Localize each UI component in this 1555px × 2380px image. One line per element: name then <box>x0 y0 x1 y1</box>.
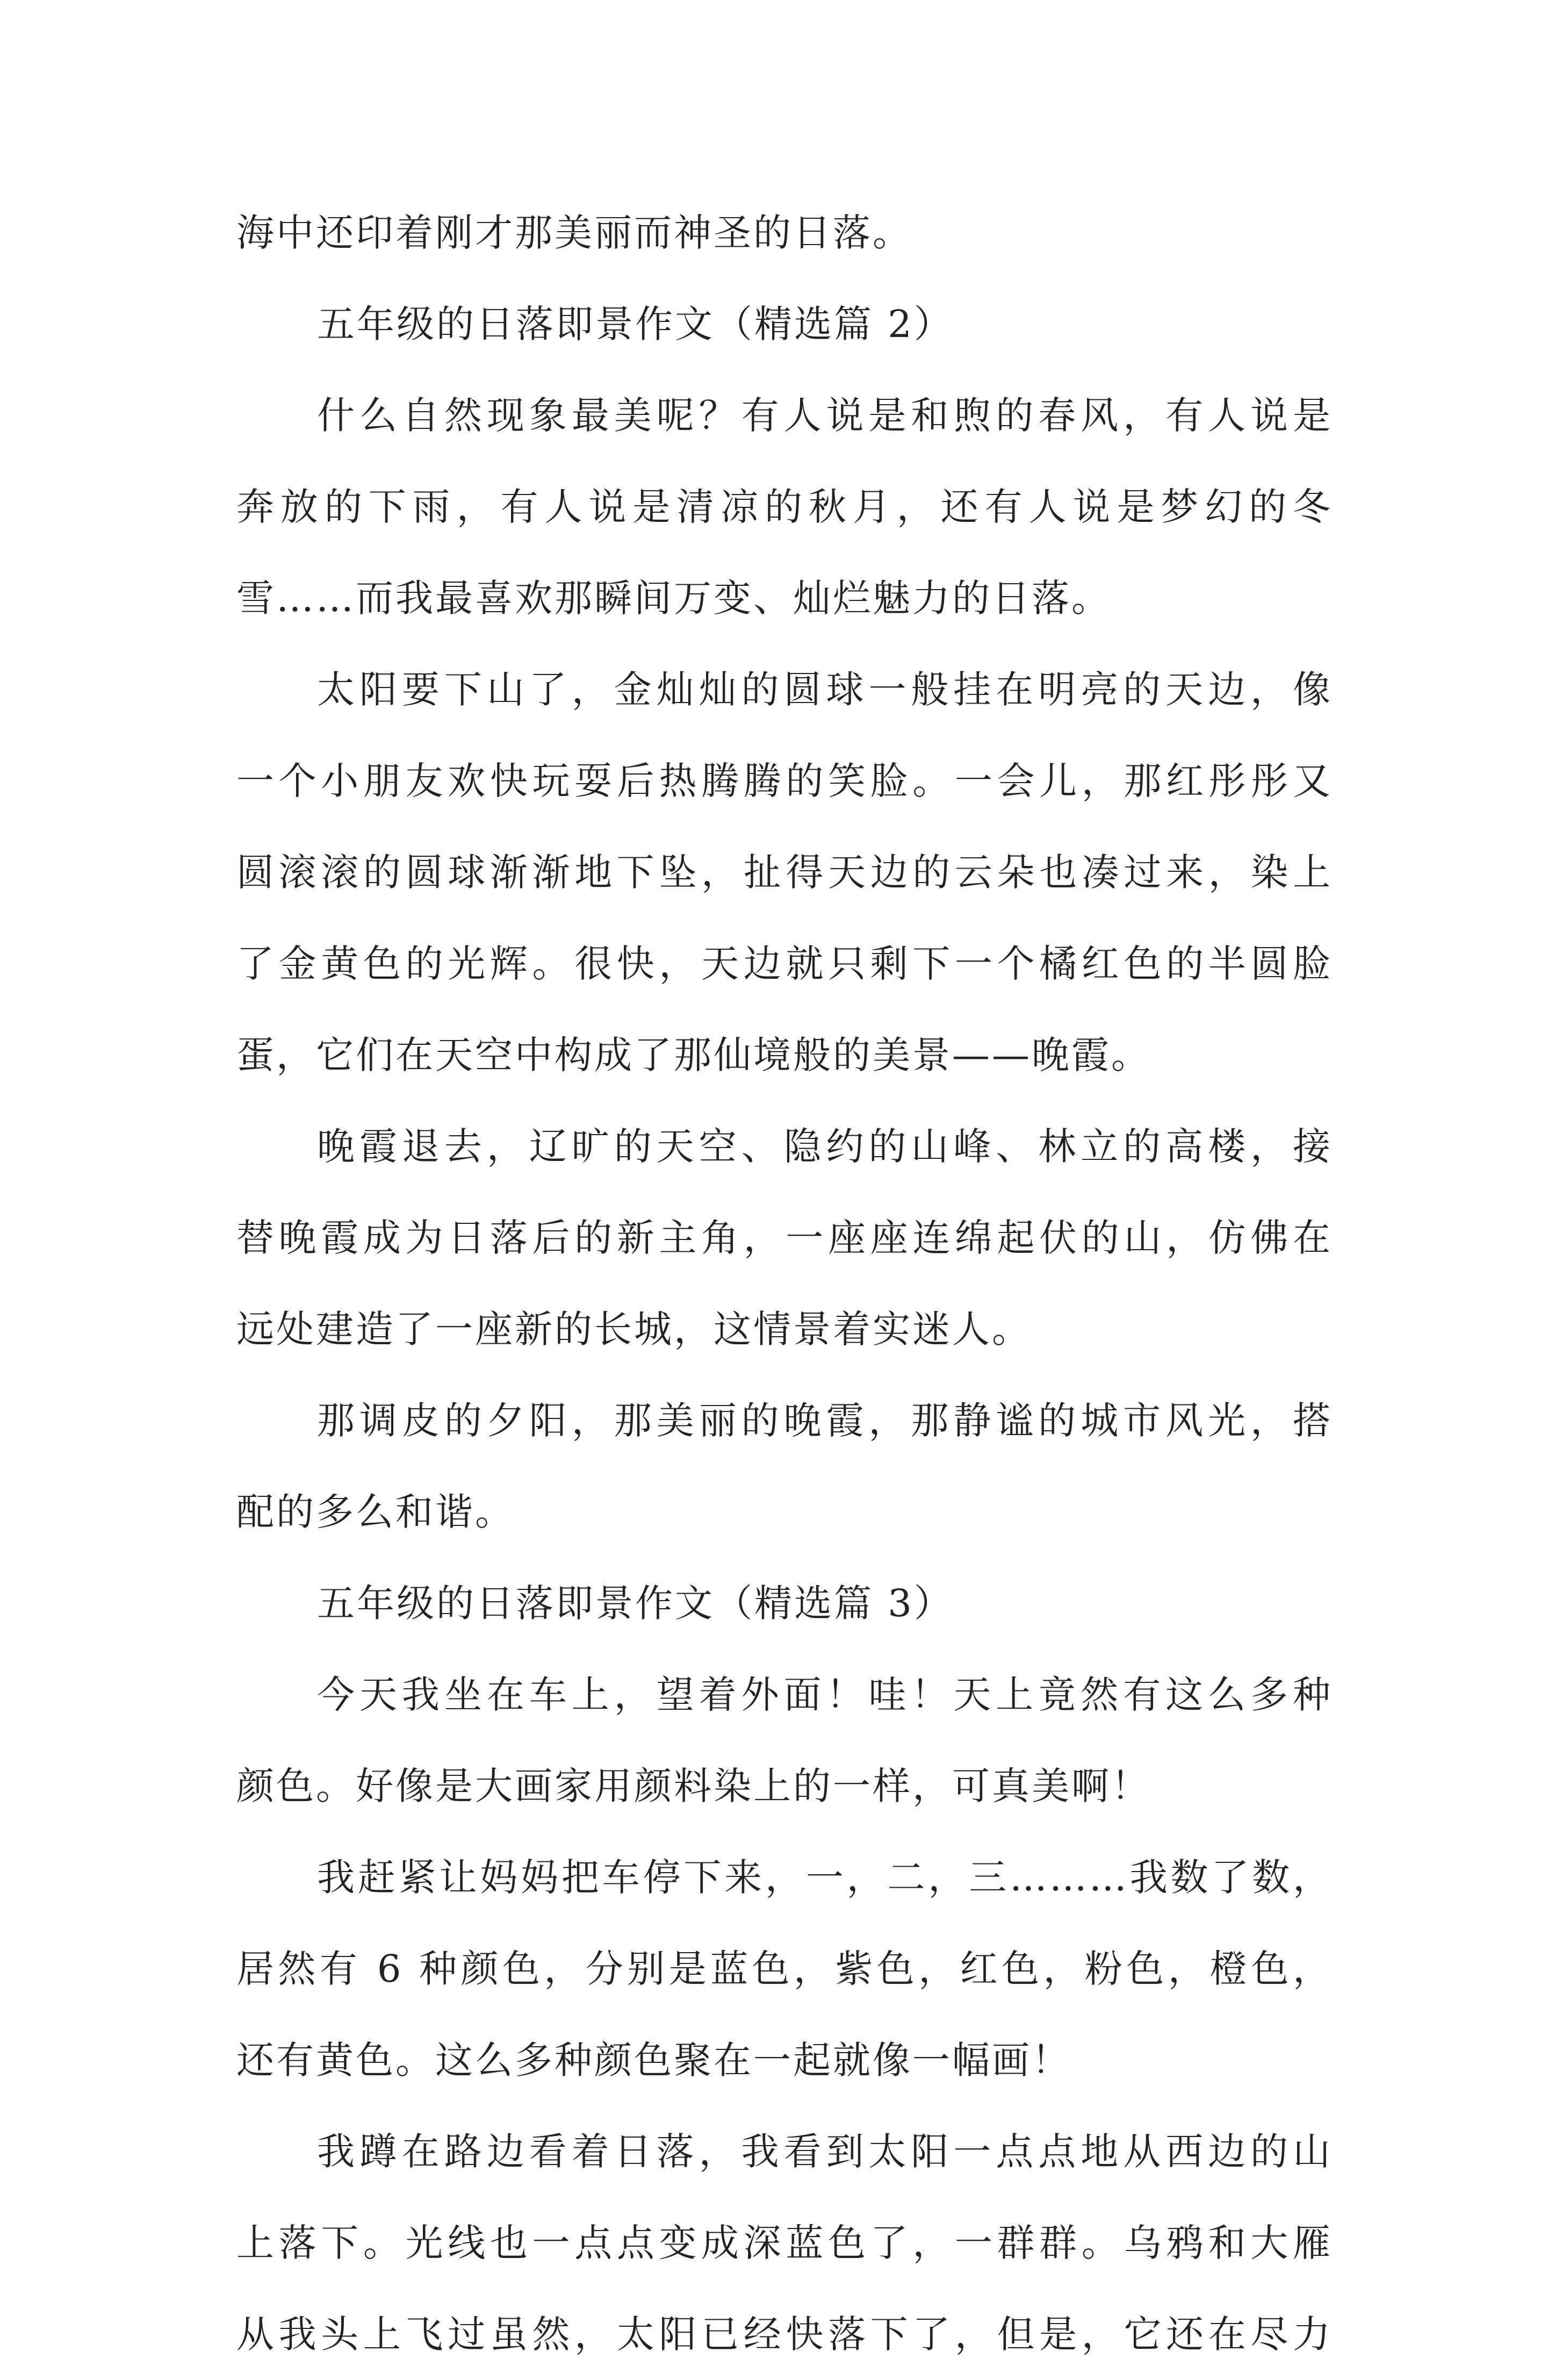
text-line: 圆滚滚的圆球渐渐地下坠，扯得天边的云朵也凑过来，染上 <box>236 850 1333 894</box>
text-line: 远处建造了一座新的长城，这情景着实迷人。 <box>236 1307 1032 1351</box>
text-line: 海中还印着刚才那美丽而神圣的日落。 <box>236 211 912 255</box>
text-line: 颜色。好像是大画家用颜料染上的一样，可真美啊！ <box>236 1764 1151 1808</box>
text-line: 那调皮的夕阳，那美丽的晚霞，那静谧的城市风光，搭 <box>317 1399 1333 1443</box>
text-line: 蛋，它们在天空中构成了那仙境般的美景——晚霞。 <box>236 1033 1151 1077</box>
text-line: 还有黄色。这么多种颜色聚在一起就像一幅画！ <box>236 2038 1071 2082</box>
text-line: 我赶紧让妈妈把车停下来，一，二，三………我数了数， <box>317 1855 1333 1899</box>
text-line: 一个小朋友欢快玩耍后热腾腾的笑脸。一会儿，那红彤彤又 <box>236 759 1333 803</box>
text-line: 上落下。光线也一点点变成深蓝色了，一群群。乌鸦和大雁 <box>236 2221 1333 2265</box>
text-line: 什么自然现象最美呢？有人说是和煦的春风，有人说是 <box>317 393 1333 438</box>
text-line: 配的多么和谐。 <box>236 1490 515 1534</box>
text-line: 从我头上飞过虽然，太阳已经快落下了，但是，它还在尽力 <box>236 2312 1333 2356</box>
text-line: 替晚霞成为日落后的新主角，一座座连绵起伏的山，仿佛在 <box>236 1216 1333 1260</box>
text-line: 太阳要下山了，金灿灿的圆球一般挂在明亮的天边，像 <box>317 668 1333 712</box>
text-line: 今天我坐在车上，望着外面！哇！天上竟然有这么多种 <box>317 1673 1333 1717</box>
essay-body <box>236 187 1333 2380</box>
section-heading: 五年级的日落即景作文（精选篇 3） <box>317 1581 954 1625</box>
text-line: 奔放的下雨，有人说是清凉的秋月，还有人说是梦幻的冬 <box>236 485 1333 529</box>
text-line: 我蹲在路边看着日落，我看到太阳一点点地从西边的山 <box>317 2130 1333 2174</box>
text-line: 居然有 6 种颜色，分别是蓝色，紫色，红色，粉色，橙色， <box>236 1947 1333 1991</box>
text-line: 了金黄色的光辉。很快，天边就只剩下一个橘红色的半圆脸 <box>236 942 1333 986</box>
text-line: 晚霞退去，辽旷的天空、隐约的山峰、林立的高楼，接 <box>317 1124 1333 1169</box>
section-heading: 五年级的日落即景作文（精选篇 2） <box>317 302 954 346</box>
text-line: 雪……而我最喜欢那瞬间万变、灿烂魅力的日落。 <box>236 576 1111 620</box>
